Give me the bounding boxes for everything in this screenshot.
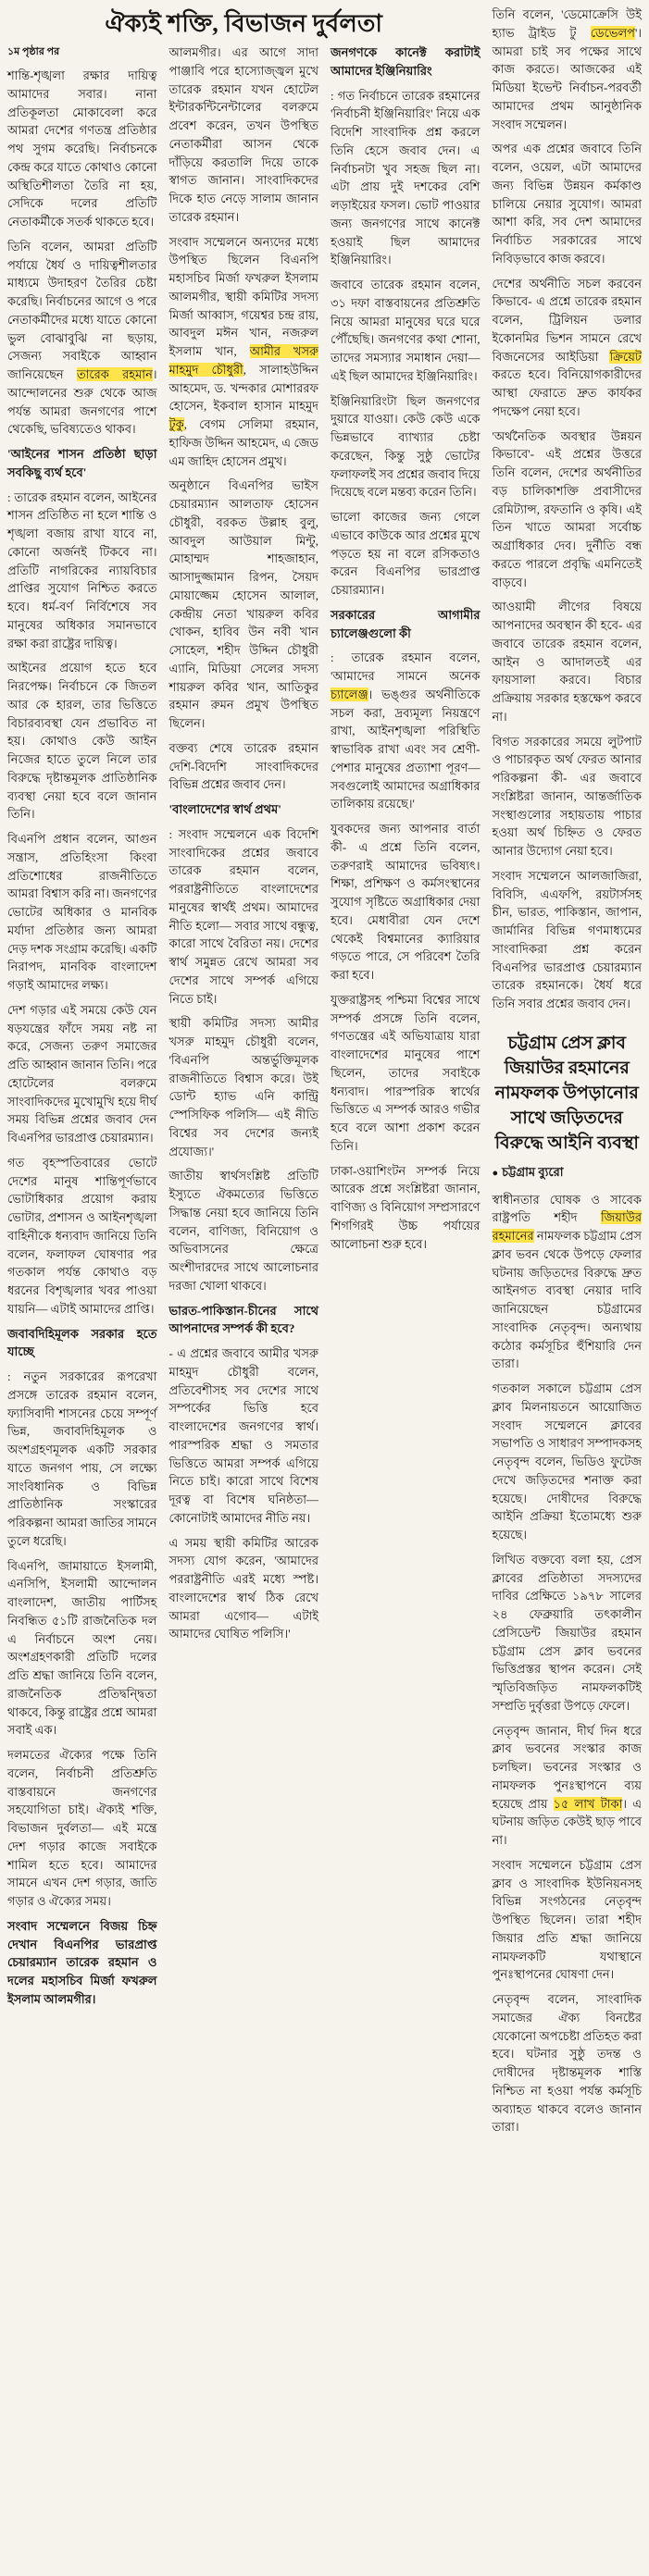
secondary-article-byline: [493, 1164, 643, 1183]
text-segment: সংবাদ সম্মেলনে অন্যদের মধ্যে উপস্থিত ছিলেন বিএনপি মহাসচিব মির্জা ফখরুল ইসলাম আলমগীর, স্থায়ী কমিটির সদস্য মির্জা আব্বাস, গয়েশ্বর চন্দ্র রায়, আবদুল মঈন খান, নজরুল ইসলাম খান,: [168, 234, 318, 359]
paragraph: [493, 275, 643, 421]
subheading: 'বাংলাদেশের স্বার্থ প্রথম': [168, 802, 281, 817]
paragraph: অপর এক প্রশ্নের জবাবে তিনি বলেন, ওয়েল, এটা আমাদের জন্য বিভিন্ন উন্নয়ন কর্মকাণ্ড চালিয়ে নেয়ার সুযোগ। আমরা আশা করি, সব দেশ আমাদের নির্বাচিত সরকারের সাথে নিবিড়ভাবে কাজ করবে।: [492, 142, 642, 266]
column-1-paragraphs: [7, 67, 157, 2009]
text-segment: , সালাহউদ্দিন আহমেদ, ড. খন্দকার মোশাররফ হোসেন, ইকবাল হাসান মাহমুদ: [168, 362, 318, 414]
paragraph: শান্তি-শৃঙ্খলা রক্ষার দায়িত্ব আমাদের সবার। নানা প্রতিকূলতা মোকাবেলা করে আমরা দেশের গণতন্ত্র প্রতিষ্ঠার পথ সুগম করেছি। নির্বাচনকে কেন্দ্র করে যাতে কোথাও কোনো অস্থিতিশীলতা তৈরি না হয়, সেদিকে দলের প্রতিটি নেতাকর্মীকে সতর্ক থাকতে হবে।: [7, 68, 157, 229]
paragraph: জাতীয় স্বার্থসংশ্লিষ্ট প্রতিটি ইস্যুতে ঐকমত্যের ভিত্তিতে সিদ্ধান্ত নেয়া হবে জানিয়ে তিনি বলেন, বাণিজ্য, বিনিয়োগ ও অভিবাসনের ক্ষেত্রে অংশীদারদের সাথে আলোচনার দরজা খোলা থাকবে।: [168, 1169, 318, 1293]
text-segment: স্বাধীনতার ঘোষক ও সাবেক রাষ্ট্রপতি শহীদ: [492, 1192, 642, 1225]
paragraph: গত বৃহস্পতিবারের ভোটে দেশের মানুষ শান্তিপূর্ণভাবে ভোটাধিকার প্রয়োগ করায় ভোটার, প্রশাসন ও আইনশৃঙ্খলা বাহিনীকে ধন্যবাদ জানিয়ে তিনি বলেন, ফলাফল ঘোষণার পর গতকাল পর্যন্ত কোথাও বড় ধরনের বিশৃঙ্খলার খবর পাওয়া যায়নি— এটাই আমাদের প্রাপ্তি।: [7, 1155, 157, 1316]
text-segment: । ভঙ্গুর অর্থনীতিকে সচল করা, দ্রব্যমূল্য নিয়ন্ত্রণে রাখা, আইনশৃঙ্খলা পরিস্থিতি স্বাভাবিক রাখা এবং সব শ্রেণী-পেশার মানুষের প্রত্যাশা পূরণ— সবগুলোই আমাদের অগ্রাধিকার তালিকায় রয়েছে।': [331, 687, 481, 811]
paragraph: অনুষ্ঠানে বিএনপির ভাইস চেয়ারম্যান আলতাফ হোসেন চৌধুরী, বরকত উল্লাহ বুলু, আবদুল আউয়াল মিন্টু, মোহাম্মদ শাহজাহান, আসাদুজ্জামান রিপন, সৈয়দ মোয়াজ্জেম হোসেন আলাল, কেন্দ্রীয় নেতা খায়রুল কবির খোকন, হাবিব উন নবী খান সোহেল, শহীদ উদ্দিন চৌধুরী এ্যানি, মিডিয়া সেলের সদস্য শায়রুল কবির খান, আতিকুর রহমান রুমন প্রমুখ উপস্থিত ছিলেন।: [168, 478, 318, 731]
paragraph: যুবকদের জন্য আপনার বার্তা কী- এ প্রশ্নে তিনি বলেন, তরুণরাই আমাদের ভবিষ্যৎ। শিক্ষা, প্রশিক্ষণ ও কর্মসংস্থানের সুযোগ সৃষ্টিতে অগ্রাধিকার দেয়া হবে। মেধাবীরা যেন দেশে থেকেই বিশ্বমানের ক্যারিয়ার গড়তে পারে, সে পরিবেশ তৈরি করা হবে।: [331, 822, 481, 983]
main-headline: ঐক্যই শক্তি, বিভাজন দুর্বলতা: [105, 10, 383, 37]
search-highlight: জিয়াউর রহমানের: [492, 1210, 642, 1244]
column-4-paragraphs: [493, 6, 643, 1013]
paragraph: বক্তব্য শেষে তারেক রহমান দেশি-বিদেশি সাংবাদিকদের বিভিন্ন প্রশ্নের জবাব দেন।: [168, 740, 318, 792]
subheading: 'আইনের শাসন প্রতিষ্ঠা ছাড়া সবকিছু ব্যর্থ হবে': [7, 447, 157, 479]
paragraph: - এ প্রশ্নের জবাবে আমীর খসরু মাহমুদ চৌধুরী বলেন, প্রতিবেশীসহ সব দেশের সাথে সম্পর্কের ভিত্তি হবে বাংলাদেশের জনগণের স্বার্থ। পারস্পরিক শ্রদ্ধা ও সমতার ভিত্তিতে আমরা সম্পর্ক এগিয়ে নিতে চাই। কারো সাথে বিশেষ দূরত্ব বা বিশেষ ঘনিষ্ঠতা— কোনোটাই আমাদের নীতি নয়।: [168, 1346, 318, 1525]
search-highlight: ক্রিয়েট: [609, 349, 642, 364]
byline-bullet-icon: ●: [492, 1167, 499, 1179]
paragraph: দলমতের ঐক্যের পক্ষে তিনি বলেন, নির্বাচনী প্রতিশ্রুতি বাস্তবায়নে জনগণের সহযোগিতা চাই। ঐক্যই শক্তি, বিভাজন দুর্বলতা— এই মন্ত্রে দেশ গড়ার কাজে সবাইকে শামিল হতে হবে। আমাদের সামনে এখন দেশ গড়ার, জাতি গড়ার ও ঐক্যের সময়।: [7, 1748, 157, 1909]
search-highlight: চ্যালেঞ্জ: [331, 687, 368, 701]
paragraph: স্থায়ী কমিটির সদস্য আমীর খসরু মাহমুদ চৌধুরী বলেন, 'বিএনপি অন্তর্ভুক্তিমূলক রাজনীতিতে বিশ্বাস করে। উই ডোন্ট হ্যাভ এনি কান্ট্রি স্পেসিফিক পলিসি— এই নীতি বিশ্বের সব দেশের জন্যই প্রযোজ্য।': [168, 1016, 318, 1158]
article-column-1: [7, 43, 157, 2567]
paragraph: [493, 1191, 643, 1374]
subheading: জনগণকে কানেক্ট করাটাই আমাদের ইঞ্জিনিয়ারিং: [331, 45, 481, 78]
paragraph: বিএনপি প্রধান বলেন, আগুন সন্ত্রাস, প্রতিহিংসা কিংবা প্রতিশোধের রাজনীতিতে আমরা বিশ্বাস করি না। জনগণের ভোটের অধিকার ও মানবিক মর্যাদা প্রতিষ্ঠার জন্য আমরা দেড় দশক সংগ্রাম করেছি। একটি নিরাপদ, মানবিক বাংলাদেশ গড়াই আমাদের লক্ষ্য।: [7, 832, 157, 993]
photo-caption: সংবাদ সম্মেলনে বিজয় চিহ্ন দেখান বিএনপির ভারপ্রাপ্ত চেয়ারম্যান তারেক রহমান ও দলের মহাসচিব মির্জা ফখরুল ইসলাম আলমগীর।: [7, 1918, 157, 2006]
text-segment: তিনি বলেন, 'ডেমোক্রেসি উই হ্যাভ ট্রাইড টু: [492, 7, 642, 40]
search-highlight: টুকু: [168, 417, 184, 432]
paragraph: ইঞ্জিনিয়ারিংটা ছিল জনগণের দুয়ারে যাওয়া। কেউ কেউ একে ভিন্নভাবে ব্যাখ্যার চেষ্টা করেছেন, কিন্তু সুষ্ঠু ভোটের ফলাফলই সব প্রশ্নের জবাব দিয়ে দিয়েছে বলে মন্তব্য করেন তিনি।: [331, 393, 481, 500]
secondary-article-headline: চট্টগ্রাম প্রেস ক্লাব জিয়াউর রহমানের নামফলক উপড়ানোর সাথে জড়িতদের বিরুদ্ধে আইনি ব্যবস্থা: [494, 1033, 639, 1153]
paragraph: ঢাকা-ওয়াশিংটন সম্পর্ক নিয়ে আরেক প্রশ্নে সংশ্লিষ্টরা জানান, বাণিজ্য ও বিনিয়োগ সম্প্রসারণে শিগগিরই উচ্চ পর্যায়ের আলোচনা শুরু হবে।: [331, 1163, 481, 1251]
search-highlight: তারেক রহমান: [76, 367, 153, 382]
paragraph: [493, 6, 643, 133]
paragraph: [331, 649, 481, 813]
paragraph: : সংবাদ সম্মেলনে এক বিদেশি সাংবাদিকের প্রশ্নের জবাবে তারেক রহমান বলেন, পররাষ্ট্রনীতিতে বাংলাদেশের মানুষের স্বার্থই প্রথম। আমাদের নীতি হলো— সবার সাথে বন্ধুত্ব, কারো সাথে বৈরিতা নয়। দেশের স্বার্থ সমুন্নত রেখে আমরা সব দেশের সাথে সম্পর্ক এগিয়ে নিতে চাই।: [168, 826, 318, 1006]
paragraph: যুক্তরাষ্ট্রসহ পশ্চিমা বিশ্বের সাথে সম্পর্ক প্রসঙ্গে তিনি বলেন, গণতন্ত্রের এই অভিযাত্রায় যারা বাংলাদেশের মানুষের পাশে ছিলেন, তাদের সবাইকে ধন্যবাদ। পারস্পরিক স্বার্থের ভিত্তিতে এ সম্পর্ক আরও গভীর হবে বলে আশা প্রকাশ করেন তিনি।: [331, 992, 481, 1153]
paragraph: সংবাদ সম্মেলনে আলজাজিরা, বিবিসি, এএফপি, রয়টার্সসহ চীন, ভারত, পাকিস্তান, জাপান, জার্মানির বিভিন্ন গণমাধ্যমের সাংবাদিকরা প্রশ্ন করেন বিএনপির ভারপ্রাপ্ত চেয়ারম্যান তারেক রহমানকে। ধৈর্য ধরে তিনি সবার প্রশ্নের জবাব দেন।: [492, 868, 642, 1010]
paragraph: দেশ গড়ার এই সময়ে কেউ যেন ষড়যন্ত্রের ফাঁদে সময় নষ্ট না করে, সেজন্য তরুণ সমাজের প্রতি আহ্বান জানান তিনি। পরে হোটেলের বলরুমে সাংবাদিকদের মুখোমুখি হয়ে দীর্ঘ সময় বিভিন্ন প্রশ্নের জবাব দেন বিএনপির ভারপ্রাপ্ত চেয়ারম্যান।: [7, 1002, 157, 1146]
continuation-note: ১ম পৃষ্ঠার পর: [7, 46, 60, 58]
paragraph: 'অর্থনৈতিক অবস্থার উন্নয়ন কিভাবে'- এই প্রশ্নের উত্তরে তিনি বলেন, দেশের অর্থনীতির বড় চালিকাশক্তি প্রবাসীদের রেমিট্যান্স, রফতানি ও কৃষি। এই তিন খাতে আমরা সর্বোচ্চ অগ্রাধিকার দেব। দুর্নীতি বন্ধ করতে পারলে প্রবৃদ্ধি এমনিতেই বাড়বে।: [492, 428, 642, 589]
text-segment: নেতৃবৃন্দ জানান, দীর্ঘ দিন ধরে ক্লাব ভবনের সংস্কার কাজ চলছিল। ভবনের সংস্কার ও নামফলক পুনঃস্থাপনে ব্যয় হয়েছে প্রায়: [492, 1723, 642, 1811]
paragraph: সংবাদ সম্মেলনে চট্টগ্রাম প্রেস ক্লাব ও সাংবাদিক ইউনিয়নসহ বিভিন্ন সংগঠনের নেতৃবৃন্দ উপস্থিত ছিলেন। তারা শহীদ জিয়ার প্রতি শ্রদ্ধা জানিয়ে নামফলকটি যথাস্থানে পুনঃস্থাপনের ঘোষণা দেন।: [492, 1857, 642, 1982]
paragraph: : তারেক রহমান বলেন, আইনের শাসন প্রতিষ্ঠিত না হলে শান্তি ও শৃঙ্খলা বজায় রাখা যাবে না, কোনো অর্জনই টিকবে না। প্রতিটি নাগরিকের ন্যায়বিচার প্রাপ্তির সুযোগ নিশ্চিত করতে হবে। ধর্ম-বর্ণ নির্বিশেষে সব মানুষের অধিকার সমানভাবে রক্ষা করা রাষ্ট্রের দায়িত্ব।: [7, 489, 157, 650]
paragraph: ভালো কাজের জন্য গেলে এভাবে কাউকে আর প্রশ্নের মুখে পড়তে হয় না বলে রসিকতাও করেন বিএনপির ভারপ্রাপ্ত চেয়ারম্যান।: [331, 510, 481, 598]
column-2-paragraphs: [169, 43, 319, 1643]
paragraph: লিখিত বক্তব্যে বলা হয়, প্রেস ক্লাবের প্রতিষ্ঠাতা সদস্যদের দাবির প্রেক্ষিতে ১৯৭৮ সালের ২৪ ফেব্রুয়ারি তৎকালীন প্রেসিডেন্ট জিয়াউর রহমান চট্টগ্রাম প্রেস ক্লাব ভবনের ভিত্তিপ্রস্তর স্থাপন করেন। সেই স্মৃতিবিজড়িত নামফলকটিই সম্প্রতি দুর্বৃত্তরা উপড়ে ফেলে।: [492, 1552, 642, 1713]
search-highlight: ১৫ লাখ টাকা: [553, 1796, 623, 1811]
paragraph: [493, 1722, 643, 1850]
search-highlight: ডেভেলপ: [590, 25, 635, 40]
paragraph: আইনের প্রয়োগ হতে হবে নিরপেক্ষ। নির্বাচনে কে জিতল আর কে হারল, তার ভিত্তিতে বিচারব্যবস্থা যেন প্রভাবিত না হয়। কোথাও কেউ আইন নিজের হাতে তুলে নিলে তার বিরুদ্ধে দৃষ্টান্তমূলক প্রাতিষ্ঠানিক ব্যবস্থা নেয়া হবে বলে জানান তিনি।: [7, 661, 157, 822]
article-column-2: [169, 43, 319, 2567]
subheading: জবাবদিহিমূলক সরকার হতে যাচ্ছে: [7, 1326, 157, 1359]
article-column-3: [331, 43, 481, 2567]
text-segment: করতে হবে। বিনিয়োগকারীদের আস্থা ফেরাতে দ্রুত কার্যকর পদক্ষেপ নেয়া হবে।: [492, 367, 642, 418]
subheading: ভারত-পাকিস্তান-চীনের সাথে আপনাদের সম্পর্ক কী হবে?: [168, 1303, 318, 1336]
paragraph: : গত নির্বাচনে তারেক রহমানের 'নির্বাচনী ইঞ্জিনিয়ারিং' নিয়ে এক বিদেশি সাংবাদিক প্রশ্ন করলে তিনি হেসে জবাব দেন। এ নির্বাচনটা খুব সহজ ছিল না। এটা প্রায় দুই দশকের বেশি লড়াইয়ের ফসল। ভোট পাওয়ার জন্য জনগণের সাথে কানেক্ট হওয়াই ছিল আমাদের ইঞ্জিনিয়ারিং।: [331, 88, 481, 267]
text-segment: । আন্দোলনের শুরু থেকে আজ পর্যন্ত আমরা জনগণের পাশে থেকেছি, ভবিষ্যতেও থাকব।: [7, 367, 157, 437]
text-segment: । এ ঘটনায় জড়িত কেউই ছাড় পাবে না।: [492, 1796, 642, 1848]
column-3-paragraphs: [331, 43, 481, 1253]
byline-text: চট্টগ্রাম ব্যুরো: [502, 1164, 564, 1179]
text-segment: : তারেক রহমান বলেন, 'আমাদের সামনে অনেক: [331, 650, 481, 684]
article-masthead: [7, 6, 481, 43]
paragraph: গতকাল সকালে চট্টগ্রাম প্রেস ক্লাব মিলনায়তনে আয়োজিত সংবাদ সম্মেলনে ক্লাবের সভাপতি ও সাধারণ সম্পাদকসহ নেতৃবৃন্দ বলেন, ভিডিও ফুটেজ দেখে জড়িতদের শনাক্ত করা হয়েছে। দোষীদের বিরুদ্ধে আইনি প্রক্রিয়া ইতোমধ্যে শুরু হয়েছে।: [492, 1381, 642, 1542]
text-segment: '। আমরা চাই সব পক্ষের সাথে কাজ করতে। আজকের এই মিডিয়া ইভেন্ট নির্বাচন-পরবর্তী আমাদের প্রথম আনুষ্ঠানিক সংবাদ সম্মেলন।: [492, 25, 642, 131]
article-column-4: [493, 6, 643, 2567]
paragraph: আওয়ামী লীগের বিষয়ে আপনাদের অবস্থান কী হবে- এর জবাবে তারেক রহমান বলেন, আইন ও আদালতই এর ফায়সালা করবে। বিচার প্রক্রিয়ায় সরকার হস্তক্ষেপ করবে না।: [492, 600, 642, 724]
text-segment: তিনি বলেন, আমরা প্রতিটি পর্যায়ে ধৈর্য ও দায়িত্বশীলতার মাধ্যমে উদাহরণ তৈরির চেষ্টা করেছি। নির্বাচনের আগে ও পরে নেতাকর্মীদের মধ্যে যাতে কোনো ভুল বোঝাবুঝি না ছড়ায়, সেজন্য সবাইকে আহ্বান জানিয়েছেন: [7, 239, 157, 382]
paragraph: এ সময় স্থায়ী কমিটির আরেক সদস্য যোগ করেন, 'আমাদের পররাষ্ট্রনীতি এরই মধ্যে স্পষ্ট। বাংলাদেশের স্বার্থ ঠিক রেখে আমরা এগোব— এটাই আমাদের ঘোষিত পলিসি।': [168, 1535, 318, 1641]
paragraph: নেতৃবৃন্দ বলেন, সাংবাদিক সমাজের ঐক্য বিনষ্টের যেকোনো অপচেষ্টা প্রতিহত করা হবে। ঘটনার সুষ্ঠু তদন্ত ও দোষীদের দৃষ্টান্তমূলক শাস্তি নিশ্চিত না হওয়া পর্যন্ত কর্মসূচি অব্যাহত থাকবে বলেও জানান তারা।: [492, 1992, 642, 2135]
paragraph: বিগত সরকারের সময়ে লুটপাট ও পাচারকৃত অর্থ ফেরত আনার পরিকল্পনা কী- এর জবাবে সংশ্লিষ্টরা জানান, আন্তর্জাতিক সংস্থাগুলোর সহায়তায় পাচার হওয়া অর্থ চিহ্নিত ও ফেরত আনার উদ্যোগ নেয়া হবে।: [492, 734, 642, 858]
paragraph: [7, 238, 157, 439]
paragraph: বিএনপি, জামায়াতে ইসলামী, এনসিপি, ইসলামী আন্দোলন বাংলাদেশ, জাতীয় পার্টিসহ নিবন্ধিত ৫১টি রাজনৈতিক দল এ নির্বাচনে অংশ নেয়। অংশগ্রহণকারী প্রতিটি দলের প্রতি শ্রদ্ধা জানিয়ে তিনি বলেন, রাজনৈতিক প্রতিদ্বন্দ্বিতা থাকবে, কিন্তু রাষ্ট্রের প্রশ্নে আমরা সবাই এক।: [7, 1558, 157, 1738]
paragraph: [169, 233, 319, 471]
search-highlight: আমীর খসরু মাহমুদ চৌধুরী: [168, 344, 319, 377]
subheading: সরকারের আগামীর চ্যালেঞ্জগুলো কী: [331, 607, 481, 640]
paragraph: জবাবে তারেক রহমান বলেন, ৩১ দফা বাস্তবায়নের প্রতিশ্রুতি নিয়ে আমরা মানুষের ঘরে ঘরে পৌঁছেছি। জনগণের কথা শোনা, তাদের সমস্যার সমাধান দেয়া— এই ছিল আমাদের ইঞ্জিনিয়ারিং।: [331, 278, 481, 383]
text-segment: দেশের অর্থনীতি সচল করবেন কিভাবে- এ প্রশ্নে তারেক রহমান বলেন, ট্রিলিয়ন ডলার ইকোনমির ভিশন সামনে রেখে বিজনেসের আইডিয়া: [492, 276, 642, 364]
text-segment: নামফলক চট্টগ্রাম প্রেস ক্লাব ভবন থেকে উপড়ে ফেলার ঘটনায় জড়িতদের বিরুদ্ধে দ্রুত আইনগত ব্যবস্থা নেয়ার দাবি জানিয়েছেন চট্টগ্রামের সাংবাদিক নেতৃবৃন্দ। অন্যথায় কঠোর কর্মসূচির হুঁশিয়ারি দেন তারা।: [492, 1229, 642, 1371]
paragraph: আলমগীর। এর আগে সাদা পাঞ্জাবি পরে হাস্যোজ্জ্বল মুখে তারেক রহমান যখন হোটেল ইন্টারকন্টিনেন্টালের বলরুমে প্রবেশ করেন, তখন উপস্থিত নেতাকর্মীরা আসন থেকে দাঁড়িয়ে করতালি দিয়ে তাকে স্বাগত জানান। সাংবাদিকদের দিকে হাত নেড়ে সালাম জানান তারেক রহমান।: [168, 45, 318, 224]
paragraph: : নতুন সরকারের রূপরেখা প্রসঙ্গে তারেক রহমান বলেন, ফ্যাসিবাদী শাসনের চেয়ে সম্পূর্ণ ভিন্ন, জবাবদিহিমূলক ও অংশগ্রহণমূলক একটি সরকার যাতে জনগণ পায়, সে লক্ষ্যে সাংবিধানিক ও বিভিন্ন প্রাতিষ্ঠানিক সংস্কারের পরিকল্পনা আমরা জাতির সামনে তুলে ধরেছি।: [7, 1369, 157, 1548]
text-segment: , বেগম সেলিমা রহমান, হাফিজ উদ্দিন আহমেদ, এ জেড এম জাহিদ হোসেন প্রমুখ।: [168, 417, 318, 468]
secondary-article-body: [493, 1191, 643, 2137]
